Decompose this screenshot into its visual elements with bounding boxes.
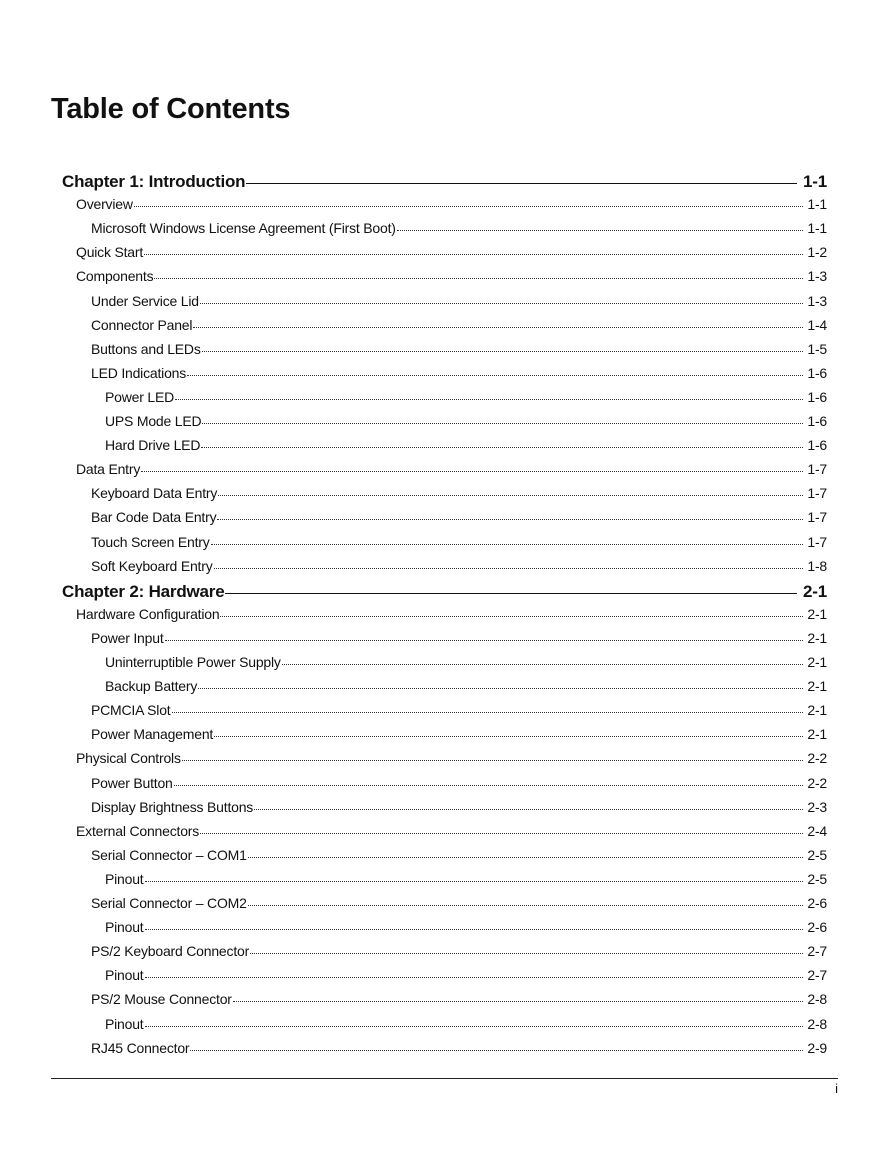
toc-entry-label: Backup Battery [105, 678, 198, 695]
toc-entry-label: Pinout [105, 870, 144, 887]
toc-page-number: 2-1 [807, 702, 827, 719]
toc-entry[interactable] [91, 630, 827, 646]
toc-dot-leader [190, 1050, 803, 1051]
toc-entry[interactable] [76, 244, 827, 260]
toc-entry[interactable] [91, 847, 827, 863]
toc-dot-leader [250, 953, 803, 954]
toc-dot-leader [172, 712, 804, 713]
toc-dot-leader [198, 688, 803, 689]
toc-entry[interactable] [105, 678, 827, 694]
toc-page-number: 2-6 [807, 895, 827, 911]
toc-dot-leader [254, 809, 803, 810]
toc-chapter-entry[interactable] [62, 582, 827, 602]
toc-entry-label: Uninterruptible Power Supply [105, 654, 281, 670]
toc-entry-label: Display Brightness Buttons [91, 798, 254, 815]
toc-page-number: 2-5 [807, 870, 827, 887]
toc-entry-label: Serial Connector – COM2 [91, 895, 247, 911]
toc-entry[interactable] [91, 558, 827, 574]
toc-page-number: 2-1 [807, 678, 827, 695]
toc-dot-leader [154, 278, 803, 279]
toc-dot-leader [145, 881, 804, 882]
toc-dot-leader [193, 327, 803, 328]
toc-page-number: 1-6 [807, 437, 827, 454]
toc-entry[interactable] [76, 196, 827, 212]
toc-page-number: 2-1 [807, 654, 827, 670]
toc-entry[interactable] [105, 437, 827, 453]
toc-dot-leader [282, 664, 804, 665]
toc-dot-leader [182, 760, 804, 761]
toc-entry[interactable] [91, 943, 827, 959]
toc-page-number: 2-2 [807, 750, 827, 767]
toc-entry-label: Soft Keyboard Entry [91, 557, 213, 574]
toc-page-number: 2-7 [807, 943, 827, 960]
toc-entry-label: Under Service Lid [91, 292, 199, 309]
toc-entry-label: Quick Start [76, 244, 144, 261]
page-title: Table of Contents [51, 93, 291, 125]
toc-page-number: 2-1 [807, 726, 827, 743]
toc-page-number: 1-1 [803, 172, 827, 191]
toc-dot-leader [248, 857, 804, 858]
toc-chapter-rule [246, 183, 797, 184]
toc-dot-leader [175, 399, 803, 400]
toc-chapter-entry[interactable] [62, 172, 827, 192]
toc-dot-leader [214, 568, 804, 569]
toc-entry[interactable] [91, 365, 827, 381]
toc-entry-label: Touch Screen Entry [91, 533, 210, 550]
toc-entry[interactable] [91, 485, 827, 501]
toc-dot-leader [145, 929, 804, 930]
toc-page-number: 1-4 [807, 316, 827, 333]
toc-entry-label: Data Entry [76, 461, 141, 478]
toc-page-number: 1-3 [807, 292, 827, 309]
toc-page-number: 2-7 [807, 967, 827, 984]
toc-entry-label: Buttons and LEDs [91, 340, 201, 357]
toc-entry-label: Pinout [105, 967, 144, 984]
toc-entry-label: UPS Mode LED [105, 413, 202, 429]
toc-entry[interactable] [76, 606, 827, 622]
toc-dot-leader [145, 1026, 804, 1027]
toc-entry-label: PS/2 Keyboard Connector [91, 943, 250, 960]
toc-dot-leader [187, 375, 803, 376]
toc-dot-leader [233, 1001, 804, 1002]
footer-divider [51, 1078, 838, 1079]
toc-entry[interactable] [91, 1040, 827, 1056]
toc-dot-leader [202, 423, 803, 424]
toc-entry[interactable] [91, 702, 827, 718]
toc-page-number: 1-1 [807, 196, 827, 213]
toc-page-number: 1-6 [807, 364, 827, 381]
toc-dot-leader [144, 254, 803, 255]
toc-entry-label: Connector Panel [91, 316, 193, 333]
toc-dot-leader [134, 206, 804, 207]
toc-page-number: 1-6 [807, 413, 827, 429]
toc-entry[interactable] [91, 895, 827, 911]
toc-dot-leader [397, 230, 804, 231]
toc-entry[interactable] [105, 389, 827, 405]
toc-entry-label: Keyboard Data Entry [91, 485, 218, 502]
toc-entry[interactable] [91, 534, 827, 550]
toc-entry[interactable] [76, 750, 827, 766]
toc-page-number: 2-1 [807, 629, 827, 646]
toc-dot-leader [202, 351, 804, 352]
toc-dot-leader [218, 495, 803, 496]
toc-entry-label: Power LED [105, 388, 175, 405]
toc-page-number: 2-3 [807, 798, 827, 815]
toc-entry-label: Chapter 2: Hardware [62, 581, 225, 601]
toc-dot-leader [217, 519, 803, 520]
toc-entry[interactable] [91, 726, 827, 742]
toc-dot-leader [220, 616, 803, 617]
toc-page-number: 2-1 [807, 605, 827, 622]
toc-dot-leader [211, 544, 804, 545]
toc-dot-leader [200, 833, 803, 834]
page-number: i [835, 1081, 838, 1096]
toc-page-number: 2-2 [807, 774, 827, 791]
toc-dot-leader [201, 447, 803, 448]
toc-entry[interactable] [105, 654, 827, 670]
toc-page-number: 1-7 [807, 533, 827, 550]
toc-page-number: 1-7 [807, 509, 827, 526]
toc-page-number: 1-2 [807, 244, 827, 261]
toc-entry[interactable] [76, 461, 827, 477]
toc-entry-label: Power Input [91, 629, 164, 646]
toc-page-number: 1-7 [807, 461, 827, 478]
toc-entry[interactable] [105, 413, 827, 429]
toc-entry-label: Microsoft Windows License Agreement (First Boot) [91, 220, 396, 237]
toc-entry-label: Physical Controls [76, 750, 181, 767]
toc-entry[interactable] [91, 775, 827, 791]
toc-entry-label: Pinout [105, 919, 144, 936]
toc-page-number: 1-5 [807, 340, 827, 357]
toc-entry[interactable] [91, 991, 827, 1007]
toc-entry[interactable] [105, 919, 827, 935]
toc-entry[interactable] [76, 823, 827, 839]
toc-entry-label: Power Button [91, 774, 173, 791]
toc-page-number: 1-3 [807, 268, 827, 285]
toc-dot-leader [141, 471, 803, 472]
toc-dot-leader [165, 640, 804, 641]
toc-page-number: 2-8 [807, 1015, 827, 1032]
toc-entry[interactable] [91, 293, 827, 309]
toc-entry-label: PS/2 Mouse Connector [91, 991, 232, 1008]
toc-entry-label: Hardware Configuration [76, 605, 220, 622]
toc-dot-leader [214, 736, 803, 737]
toc-entry-label: External Connectors [76, 822, 200, 839]
toc-page-number: 2-9 [807, 1039, 827, 1056]
toc-entry[interactable] [91, 509, 827, 525]
toc-entry-label: Serial Connector – COM1 [91, 846, 247, 863]
toc-entry[interactable] [76, 268, 827, 284]
toc-entry[interactable] [91, 220, 827, 236]
toc-page-number: 2-5 [807, 846, 827, 863]
toc-entry-label: Hard Drive LED [105, 437, 201, 454]
toc-entry-label: Overview [76, 196, 133, 213]
toc-dot-leader [145, 977, 804, 978]
toc-dot-leader [248, 905, 804, 906]
toc-page-number: 2-8 [807, 991, 827, 1008]
toc-entry-label: Power Management [91, 726, 214, 743]
toc-page-number: 1-7 [807, 485, 827, 502]
toc-entry[interactable] [105, 967, 827, 983]
toc-chapter-rule [225, 593, 797, 594]
toc-entry[interactable] [105, 1016, 827, 1032]
toc-page-number: 2-4 [807, 822, 827, 839]
toc-entry[interactable] [91, 317, 827, 333]
toc-page-number: 1-6 [807, 388, 827, 405]
toc-page-number: 1-8 [807, 557, 827, 574]
toc-entry-label: PCMCIA Slot [91, 702, 171, 719]
toc-entry-label: Bar Code Data Entry [91, 509, 217, 526]
toc-dot-leader [200, 303, 803, 304]
toc-page-number: 1-1 [807, 220, 827, 237]
toc-entry-label: Components [76, 268, 154, 285]
toc-entry-label: Chapter 1: Introduction [62, 172, 246, 191]
toc-entry-label: Pinout [105, 1015, 144, 1032]
toc-page-number: 2-6 [807, 919, 827, 936]
toc-entry[interactable] [105, 871, 827, 887]
toc-dot-leader [174, 785, 804, 786]
toc-entry[interactable] [91, 799, 827, 815]
toc-page-number: 2-1 [803, 581, 827, 601]
toc-entry[interactable] [91, 341, 827, 357]
toc-entry-label: LED Indications [91, 364, 187, 381]
toc-entry-label: RJ45 Connector [91, 1039, 190, 1056]
